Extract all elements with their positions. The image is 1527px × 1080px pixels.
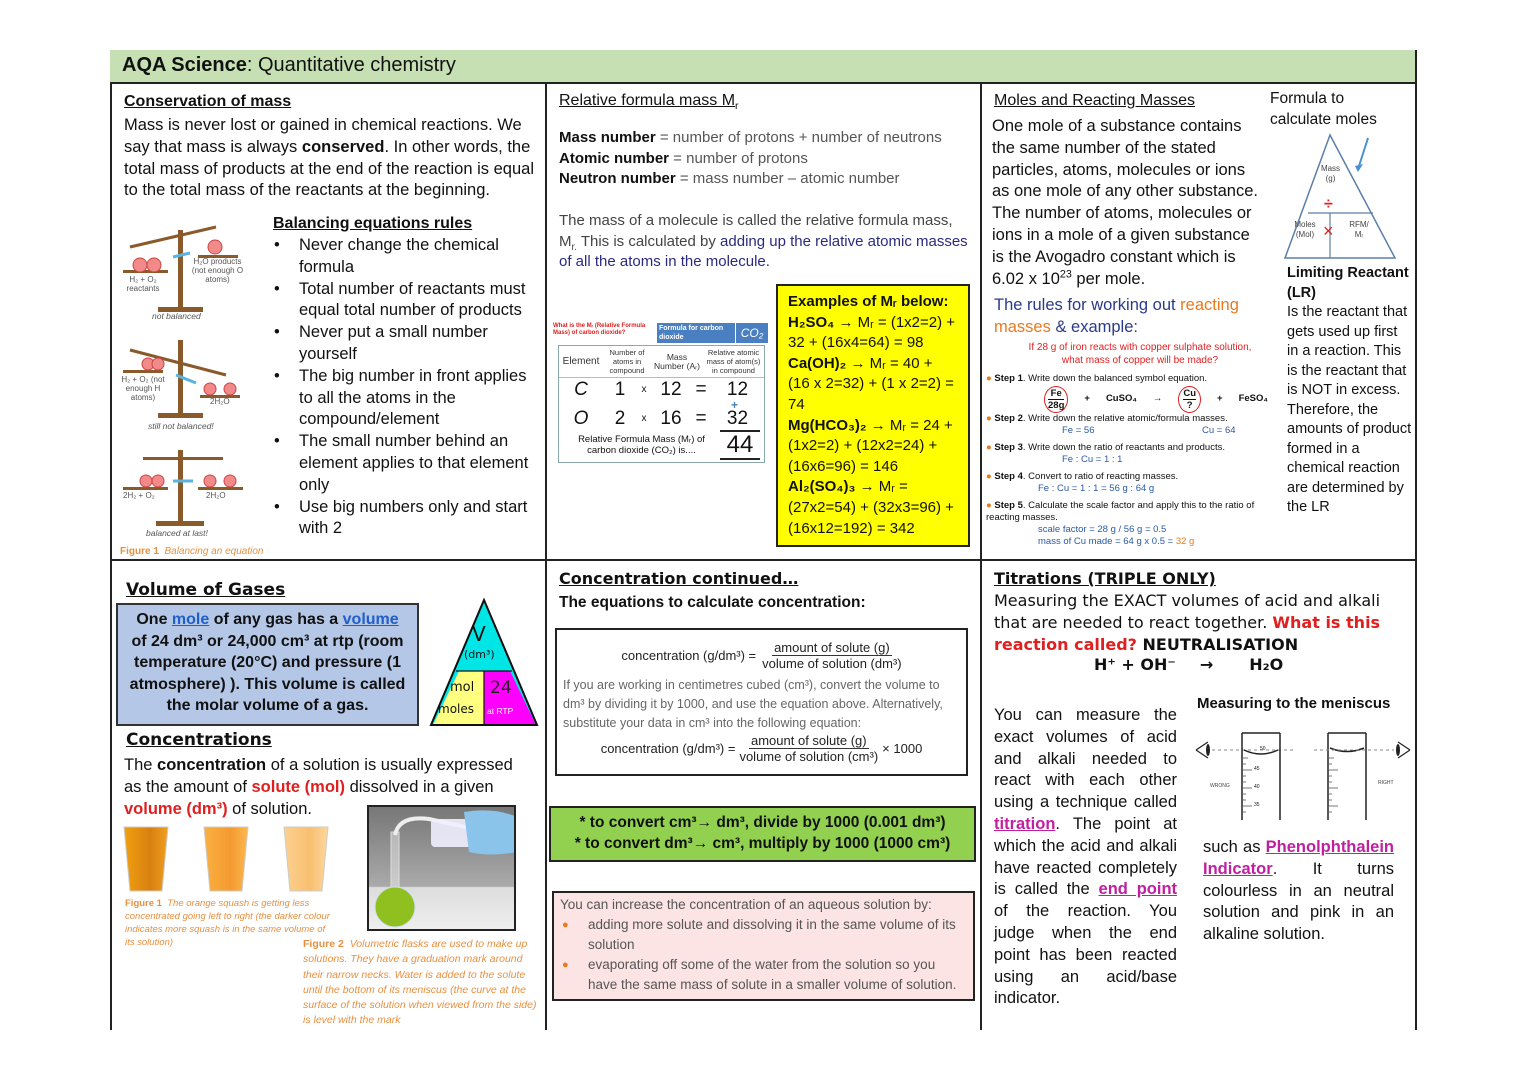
page-title-rest: : Quantitative chemistry: [246, 54, 456, 76]
limiting-reactant-heading: Limiting Reactant (LR): [1287, 265, 1409, 301]
table-formula-label: Formula for carbon dioxide: [657, 323, 735, 343]
concentrations-heading: Concentrations: [126, 730, 272, 750]
meniscus-diagram: WRONG RIGHT 50 45 40 35: [1194, 728, 1414, 823]
titrations-heading: Titrations (TRIPLE ONLY): [994, 569, 1216, 588]
balancing-scales-figure: [118, 225, 268, 560]
rfm-paragraph: The mass of a molecule is called the relative formula mass, $M_{r.}$ This is calculated by adding up the relative atomic masses of all the atoms in the molecule.: [559, 212, 968, 271]
rule-item: • Never put a small number yourself: [274, 322, 539, 366]
reacting-masses-question: If 28 g of iron reacts with copper sulphate solution, what mass of copper will be made?: [1028, 342, 1252, 366]
rule-item: • Use big numbers only and start with 2: [274, 497, 539, 541]
example-item: Ca(OH)₂ → Mᵣ = 40 + (16 x 2=32) + (1 x 2=2) = 74: [788, 354, 954, 413]
right-label: RIGHT: [1378, 780, 1394, 786]
grid-row-divider: [110, 559, 1417, 561]
end-point-link[interactable]: end point: [1098, 880, 1178, 899]
definition-mass-number: Mass number = number of protons + number of neutrons: [559, 129, 942, 146]
list-item: ● evaporating off some of the water from the solution so you have the same mass of solute in a smaller volume of solution.: [560, 955, 967, 995]
scale3-right-label: 2H₂O: [206, 491, 226, 500]
scale2-right-label: 2H₂O: [210, 397, 230, 406]
cm3-conversion-note: If you are working in centimetres cubed (cm³), convert the volume to dm³ by dividing it by 1000, and use the equation above. Alternatively, substitute your data in cm³ into the following equation:: [563, 678, 943, 730]
triangle-rtp-label: at RTP: [487, 706, 514, 716]
step-4: ● Step 4. Convert to ratio of reacting masses.: [986, 471, 1179, 482]
moles-formula-triangle: [1283, 130, 1398, 260]
gases-heading: Volume of Gases: [126, 580, 286, 600]
scale1-right-label: H₂O products (not enough O atoms): [191, 257, 244, 284]
page-title: [110, 50, 1416, 84]
table-question: What is the Mᵣ (Relative Formula Mass) of carbon dioxide?: [553, 323, 646, 336]
example-item: Mg(HCO₃)₂ → Mᵣ = 24 + (1x2=2) + (12x2=24) + (16x6=96) = 146: [788, 416, 953, 475]
figure2-flask-caption: Figure 2 Volumetric flasks are used to make up solutions. They have a graduation mark around their narrow necks. Water is added to the solute until the bottom of its meniscus (the curve at the surface of the solution when viewed from the side) is level with the mark: [303, 938, 537, 1027]
wrong-label: WRONG: [1210, 783, 1230, 789]
definition-neutron-number: Neutron number = mass number – atomic number: [559, 170, 900, 188]
orange-squash-glasses: [122, 825, 332, 895]
grid-border-right: [1415, 50, 1417, 1030]
step-2: ● Step 2. Write down the relative atomic/formula masses.: [986, 413, 1228, 424]
triangle-mass-label: Mass (g): [1320, 164, 1341, 183]
page-title-bold: AQA Science: [122, 54, 247, 76]
conservation-paragraph: Mass is never lost or gained in chemical reactions. We say that mass is always conserved. In other words, the total mass of products at the end of the reaction is equal to the total mass of the reactants at the beginning.: [124, 116, 534, 200]
moles-paragraph: One mole of a substance contains the same number of the stated particles, atoms, molecules or ions as one mole of any other substance. The number of atoms, molecules or ions in a mole of a given substance is the Avogadro constant which is 6.02 x $10^{23}$ per mole.: [992, 117, 1258, 288]
col-header-mass: Mass Number (Aᵣ): [654, 351, 700, 371]
triangle-rfm-label: RFM/ Mᵣ: [1349, 220, 1369, 239]
titration-paragraph: You can measure the exact volumes of acid and alkali needed to react with each other using a technique called titration. The point at which the acid and alkali have reacted completely is called the end point of the reaction. You judge when the end point has been reacted using an acid/base indicator.: [994, 706, 1178, 1008]
flask-illustration: [369, 807, 516, 931]
triangle-24-label: 24: [490, 678, 512, 698]
meniscus-heading: Measuring to the meniscus: [1197, 695, 1391, 712]
figure1-caption: Figure 1 Balancing an equation: [120, 546, 264, 557]
table-formula: CO₂: [735, 323, 768, 343]
moles-formula-label: Formula to calculate moles: [1270, 90, 1377, 128]
triangle-dm3-label: (dm³): [464, 648, 495, 661]
grid-divider-2: [980, 84, 982, 1030]
col-header-count: Number of atoms in compound: [609, 348, 645, 375]
divide-icon: ÷: [1324, 196, 1333, 213]
indicator-paragraph: such as Phenolphthalein Indicator. It turns colourless in an neutral solution and pink in an alkaline solution.: [1203, 838, 1394, 944]
table-result: 44: [720, 430, 760, 460]
equation-dm3: concentration (g/dm³) = $\frac{\text{amount of solute (g)}}{\text{volume of solution (dm³)}}$: [621, 639, 902, 671]
step-3: ● Step 3. Write down the ratio of reactants and products.: [986, 442, 1225, 453]
rule-item: • Total number of reactants must equal total number of products: [274, 279, 539, 323]
multiply-icon: ×: [1323, 221, 1334, 241]
plus-icon: +: [730, 398, 738, 412]
table-row: C 1 x 12 = 12: [574, 379, 749, 400]
scale1-caption: not balanced: [152, 311, 201, 321]
limiting-reactant-text: Is the reactant that gets used up first in a reaction. This is the reactant that is NOT in excess. Therefore, the amounts of product formed in a chemical reaction are determined by the LR: [1287, 304, 1412, 515]
cu-circled: Cu ?: [1178, 386, 1201, 413]
volumetric-flask-photo: [367, 805, 516, 931]
reacting-masses-steps: ● Step 1. Write down the balanced symbol equation. Fe 28g + CuSO₄ → Cu ? + FeSO₄ ● Step 2. Write down the relative atomic/formula masses. Fe = 56 Cu = 64 ● Step 3. Write down the ratio of reactants and products. Fe : Cu = 1 : 1 ● Step 4. Convert to ratio of reacting masses. Fe : Cu = 1 : 1 = 56 g : 64 g ● Step 5. Calculate the scale factor and apply this to the ratio of reacting masses. scale factor = 28 g / 56 g = 0.5 mass of Cu made = 64 g x 0.5 = 32 g: [986, 373, 1284, 548]
unit-conversion-box: * to convert cm³→ dm³, divide by 1000 (0.001 dm³) * to convert dm³→ cm³, multiply by 1000 (1000 cm³): [549, 806, 976, 862]
moles-heading: Moles and Reacting Masses: [994, 92, 1195, 109]
step1-equation: Fe 28g + CuSO₄ → Cu ? + FeSO₄: [986, 385, 1284, 413]
molar-volume-box: One mole of any gas has a volume of 24 dm³ or 24,000 cm³ at rtp (room temperature (20°C) and pressure (1 atmosphere) ). This volume is called the molar volume of a gas.: [116, 603, 419, 726]
glasses-illustration: [122, 825, 332, 895]
fe-circled: Fe 28g: [1044, 386, 1068, 413]
rule-item: • The small number behind an element applies to that element only: [274, 431, 539, 496]
titration-link[interactable]: titration: [994, 814, 1056, 833]
rule-item: • The big number in front applies to all the atoms in the compound/element: [274, 366, 539, 431]
triangle-moles-label: Moles (Mol): [1294, 220, 1316, 239]
col-header-relative: Relative atomic mass of atom(s) in compound: [706, 348, 761, 375]
grid-border-left: [110, 84, 112, 1030]
concentrations-paragraph: The concentration of a solution is usually expressed as the amount of solute (mol) dissolved in a given volume (dm³) of solution.: [124, 756, 513, 818]
balancing-rules-heading: Balancing equations rules: [273, 215, 473, 232]
scale2-caption: still not balanced!: [148, 421, 214, 431]
phenolphthalein-link[interactable]: Phenolphthalein Indicator: [1203, 838, 1394, 878]
example-item: Al₂(SO₄)₃ → Mᵣ = (27x2=54) + (32x3=96) + (16x12=192) = 342: [788, 478, 954, 537]
examples-heading: Examples of Mᵣ below:: [788, 293, 949, 310]
rfm-definitions: [559, 128, 942, 190]
titrations-intro: Measuring the EXACT volumes of acid and alkali that are needed to react together. What is this reaction called? NEUTRALISATION: [994, 591, 1381, 654]
mole-link[interactable]: mole: [171, 611, 210, 628]
co2-mr-table: [553, 323, 768, 463]
scale3-caption: balanced at last!: [146, 528, 208, 538]
reacting-masses-heading: The rules for working out reacting masses & example:: [994, 296, 1239, 336]
equation-cm3: concentration (g/dm³) = $\frac{\text{amount of solute (g)}}{\text{volume of solution (cm³)}}$ × 1000: [600, 733, 923, 764]
step-5: ● Step 5. Calculate the scale factor and apply this to the ratio of reacting masses.: [986, 500, 1255, 523]
balancing-rules-list: [274, 235, 539, 540]
scale1-left-label: H₂ + O₂ reactants: [126, 275, 160, 293]
list-item: ● adding more solute and dissolving it in the same volume of its solution: [560, 915, 967, 955]
mr-examples-box: [776, 284, 970, 547]
conc-cont-subheading: The equations to calculate concentration:: [559, 594, 866, 611]
example-item: H₂SO₄ → Mᵣ = (1x2=2) + 32 + (16x4=64) = 98: [788, 313, 956, 352]
increase-concentration-box: You can increase the concentration of an aqueous solution by: ● adding more solute and dissolving it in the same volume of its solution ● evaporating off some of the water from the solution so you have the same mass of solute in a smaller volume of solution.: [552, 891, 975, 1001]
rule-item: • Never change the chemical formula: [274, 235, 539, 279]
rfm-heading: Relative formula mass $M_r$: [559, 92, 739, 113]
volume-link[interactable]: volume: [342, 611, 399, 628]
triangle-moles-label: moles: [438, 702, 474, 716]
neutralisation-equation: H⁺ + OH⁻ → H₂O: [1094, 655, 1284, 674]
figure1-squash-caption: Figure 1 The orange squash is getting less concentrated going left to right (the darker colour indicates more squash is in the same volume of its solution): [125, 898, 330, 948]
table-row: O 2 x 16 = 32: [573, 408, 749, 429]
grid-divider-1: [545, 84, 547, 1030]
definition-atomic-number: Atomic number = number of protons: [559, 149, 808, 167]
triangle-v-label: V: [472, 622, 486, 646]
meniscus-cylinders-illustration: [1194, 728, 1414, 823]
conc-cont-heading: Concentration continued…: [559, 569, 799, 588]
triangle-icon: [1283, 130, 1398, 260]
triangle-mol-label: mol: [450, 680, 475, 695]
table-footer: Relative Formula Mass (Mᵣ) of carbon dioxide (CO₂) is....: [578, 434, 705, 456]
scale3-left-label: 2H₂ + O₂: [123, 491, 155, 500]
scale2-left-label: H₂ + O₂ (not enough H atoms): [121, 375, 165, 402]
concentration-equations-box: [555, 628, 968, 776]
conservation-heading: Conservation of mass: [124, 93, 292, 110]
gas-volume-triangle: [428, 598, 540, 728]
step-1: ● Step 1. Write down the balanced symbol equation.: [986, 373, 1208, 384]
col-header-element: Element: [562, 356, 600, 367]
